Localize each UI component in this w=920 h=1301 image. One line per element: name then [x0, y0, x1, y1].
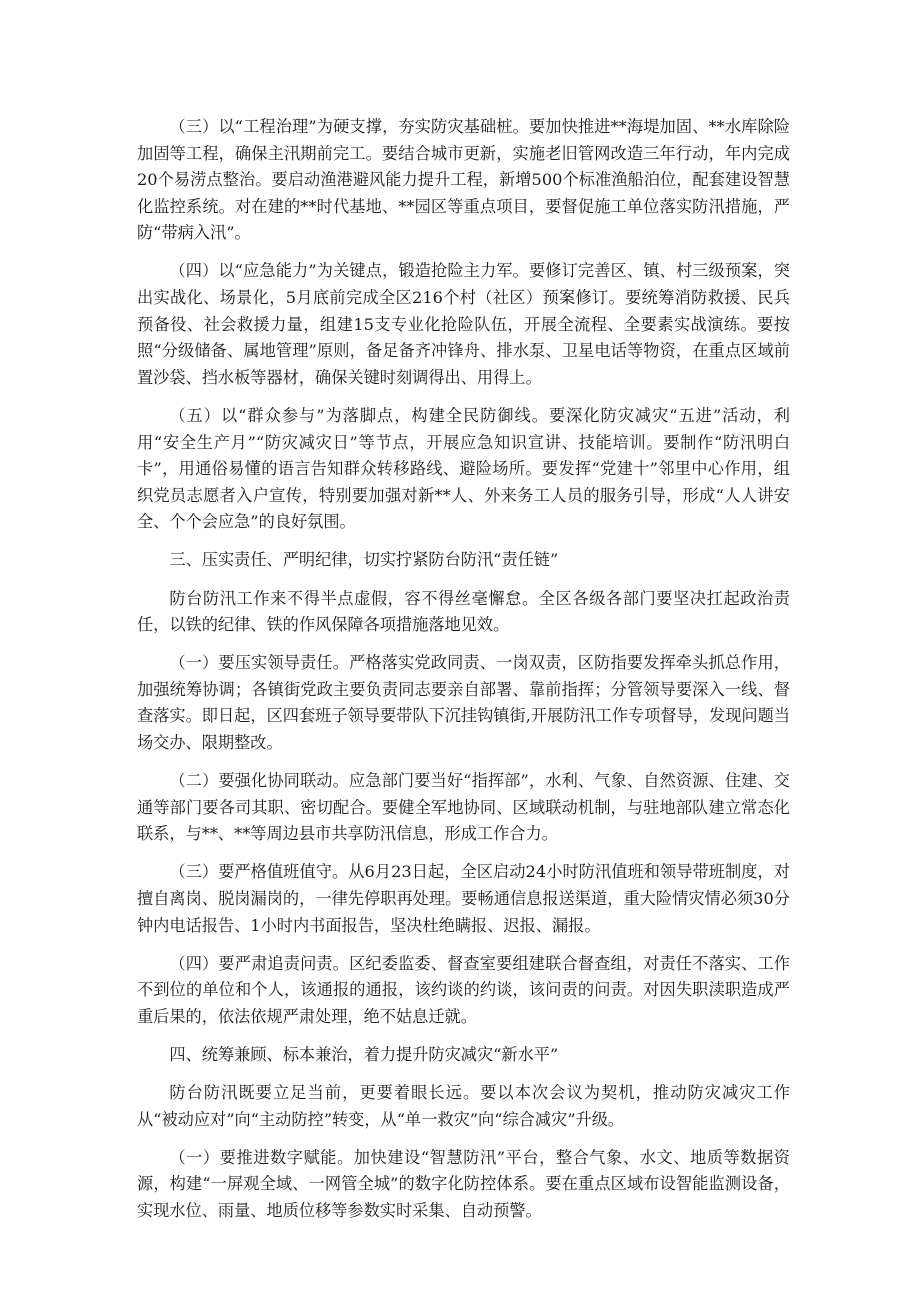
document-body: [137, 114, 790, 1236]
paragraph-section-3-item-1: （一）要压实领导责任。严格落实党政同责、一岗双责，区防指要发挥牵头抓总作用，加强统筹协调；各镇街党政主要负责同志要亲自部署、靠前指挥；分管领导要深入一线、督查落实。即日起，区四套班子领导要带队下沉挂钩镇街,开展防汛工作专项督导，发现问题当场交办、限期整改。: [137, 653, 790, 752]
section-heading-3: 三、压实责任、严明纪律，切实拧紧防台防汛“责任链”: [169, 550, 559, 570]
paragraph-section-2-item-5: （五）以“群众参与”为落脚点，构建全民防御线。要深化防灾减灾“五进”活动，利用“安全生产月”“防灾减灾日”等节点，开展应急知识宣讲、技能培训。要制作“防汛明白卡”，用通俗易懂的语言告知群众转移路线、避险场所。要发挥“党建十”邻里中心作用，组织党员志愿者入户宣传，特别要加强对新**人、外来务工人员的服务引导，形成“人人讲安全、个个会应急”的良好氛围。: [137, 405, 790, 532]
paragraph-section-3-item-2: （二）要强化协同联动。应急部门要当好“指挥部”，水利、气象、自然资源、住建、交通等部门要各司其职、密切配合。要健全军地协同、区域联动机制，与驻地部队建立常态化联系，与**、**等周边县市共享防汛信息，形成工作合力。: [137, 771, 790, 844]
paragraph-section-2-item-3: （三）以“工程治理”为硬支撑，夯实防灾基础桩。要加快推进**海堤加固、**水库除险加固等工程，确保主汛期前完工。要结合城市更新，实施老旧管网改造三年行动，年内完成20个易涝点整治。要启动渔港避风能力提升工程，新增500个标准渔船泊位，配套建设智慧化监控系统。对在建的**时代基地、**园区等重点项目，要督促施工单位落实防汛措施，严防“带病入汛”。: [137, 117, 790, 243]
paragraph-section-4-item-1: （一）要推进数字赋能。加快建设“智慧防汛”平台，整合气象、水文、地质等数据资源，构建“一屏观全域、一网管全城”的数字化防控体系。要在重点区域布设智能监测设备，实现水位、雨量、地质位移等参数实时采集、自动预警。: [137, 1147, 790, 1220]
paragraph-section-2-item-4: （四）以“应急能力”为关键点，锻造抢险主力军。要修订完善区、镇、村三级预案，突出实战化、场景化，5月底前完成全区216个村（社区）预案修订。要统筹消防救援、民兵预备役、社会救援力量，组建15支专业化抢险队伍，开展全流程、全要素实战演练。要按照“分级储备、属地管理”原则，备足备齐冲锋舟、排水泵、卫星电话等物资，在重点区域前置沙袋、挡水板等器材，确保关键时刻调得出、用得上。: [137, 261, 790, 387]
paragraph-section-4-intro: 防台防汛既要立足当前，更要着眼长远。要以本次会议为契机，推动防灾减灾工作从“被动应对”向“主动防控”转变，从“单一救灾”向“综合减灾”升级。: [137, 1083, 790, 1129]
paragraph-section-3-item-3: （三）要严格值班值守。从6月23日起，全区启动24小时防汛值班和领导带班制度，对擅自离岗、脱岗漏岗的，一律先停职再处理。要畅通信息报送渠道，重大险情灾情必须30分钟内电话报告、1小时内书面报告，坚决杜绝瞒报、迟报、漏报。: [137, 862, 790, 935]
section-heading-4: 四、统筹兼顾、标本兼治，着力提升防灾减灾“新水平”: [169, 1044, 559, 1064]
paragraph-section-3-item-4: （四）要严肃追责问责。区纪委监委、督查室要组建联合督查组，对责任不落实、工作不到位的单位和个人，该通报的通报，该约谈的约谈，该问责的问责。对因失职渎职造成严重后果的，依法依规严肃处理，绝不姑息迁就。: [137, 953, 790, 1026]
paragraph-section-3-intro: 防台防汛工作来不得半点虚假，容不得丝毫懈怠。全区各级各部门要坚决扛起政治责任，以铁的纪律、铁的作风保障各项措施落地见效。: [137, 588, 790, 635]
